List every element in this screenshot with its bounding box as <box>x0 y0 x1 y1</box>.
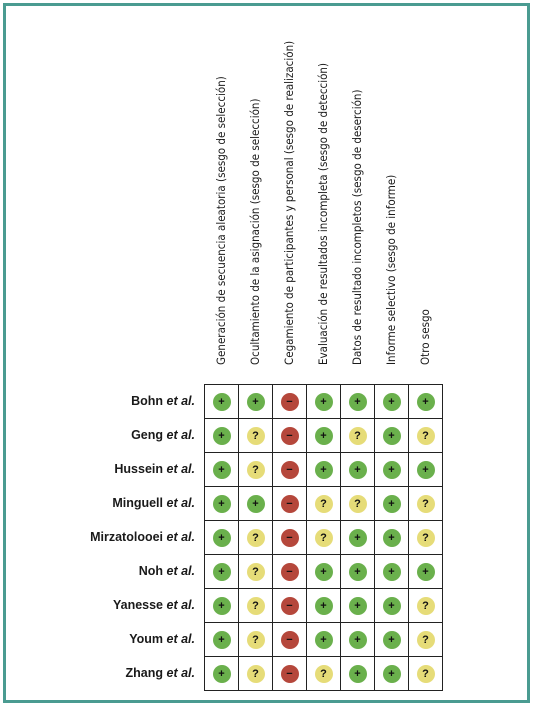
high-risk-icon: − <box>281 597 299 615</box>
unclear-risk-icon: ? <box>247 427 265 445</box>
high-risk-icon: − <box>281 427 299 445</box>
et-al: et al. <box>166 428 195 442</box>
low-risk-icon: + <box>383 529 401 547</box>
unclear-risk-icon: ? <box>349 495 367 513</box>
study-author: Zhang <box>125 666 164 680</box>
low-risk-icon: + <box>349 461 367 479</box>
low-risk-icon: + <box>213 393 231 411</box>
rating-cell <box>239 657 273 691</box>
rating-cell <box>409 555 443 589</box>
et-al: et al. <box>166 666 195 680</box>
study-author: Minguell <box>112 496 164 510</box>
high-risk-icon: − <box>281 529 299 547</box>
rating-cell <box>239 385 273 419</box>
rating-cell <box>341 419 375 453</box>
low-risk-icon: + <box>349 393 367 411</box>
column-header <box>408 49 442 379</box>
unclear-risk-icon: ? <box>315 665 333 683</box>
low-risk-icon: + <box>349 665 367 683</box>
et-al: et al. <box>166 394 195 408</box>
unclear-risk-icon: ? <box>247 631 265 649</box>
low-risk-icon: + <box>349 563 367 581</box>
low-risk-icon: + <box>213 427 231 445</box>
rating-cell <box>273 555 307 589</box>
study-label <box>139 554 195 588</box>
rating-cell <box>341 521 375 555</box>
low-risk-icon: + <box>315 597 333 615</box>
low-risk-icon: + <box>383 597 401 615</box>
rating-cell <box>273 623 307 657</box>
low-risk-icon: + <box>383 427 401 445</box>
rating-cell <box>307 555 341 589</box>
et-al: et al. <box>166 496 195 510</box>
risk-of-bias-grid <box>204 384 443 691</box>
study-label <box>131 418 195 452</box>
study-author: Yanesse <box>112 598 164 612</box>
column-header-label: Datos de resultado incompletos (sesgo de deserción) <box>350 89 364 365</box>
rating-cell <box>239 555 273 589</box>
low-risk-icon: + <box>213 461 231 479</box>
study-author: Mirzatolooei <box>90 530 164 544</box>
rating-cell <box>341 589 375 623</box>
study-label <box>129 622 195 656</box>
study-label <box>113 588 195 622</box>
rating-cell <box>307 657 341 691</box>
low-risk-icon: + <box>349 597 367 615</box>
rating-cell <box>307 521 341 555</box>
low-risk-icon: + <box>383 393 401 411</box>
high-risk-icon: − <box>281 495 299 513</box>
rating-cell <box>273 419 307 453</box>
rating-cell <box>273 589 307 623</box>
rating-cell <box>239 521 273 555</box>
low-risk-icon: + <box>213 495 231 513</box>
low-risk-icon: + <box>315 427 333 445</box>
low-risk-icon: + <box>315 631 333 649</box>
unclear-risk-icon: ? <box>247 597 265 615</box>
rating-cell <box>205 419 239 453</box>
rating-cell <box>273 521 307 555</box>
unclear-risk-icon: ? <box>247 461 265 479</box>
low-risk-icon: + <box>213 597 231 615</box>
column-header-label: Evaluación de resultados incompleta (sesgo de detección) <box>316 62 330 365</box>
rating-cell <box>307 487 341 521</box>
low-risk-icon: + <box>383 563 401 581</box>
rating-cell <box>341 385 375 419</box>
rating-cell <box>375 589 409 623</box>
low-risk-icon: + <box>213 631 231 649</box>
study-label <box>131 384 195 418</box>
rating-cell <box>409 453 443 487</box>
column-header-label: Informe selectivo (sesgo de informe) <box>384 174 398 365</box>
et-al: et al. <box>166 530 195 544</box>
rating-cell <box>409 385 443 419</box>
column-header-label: Otro sesgo <box>418 309 432 365</box>
high-risk-icon: − <box>281 631 299 649</box>
high-risk-icon: − <box>281 393 299 411</box>
unclear-risk-icon: ? <box>315 495 333 513</box>
study-author: Youm <box>129 632 164 646</box>
rating-cell <box>307 419 341 453</box>
study-label <box>114 452 195 486</box>
rating-cell <box>205 521 239 555</box>
rating-cell <box>307 589 341 623</box>
rating-cell <box>239 623 273 657</box>
rating-cell <box>375 555 409 589</box>
rating-cell <box>409 623 443 657</box>
rating-cell <box>409 419 443 453</box>
unclear-risk-icon: ? <box>417 495 435 513</box>
rating-cell <box>273 657 307 691</box>
low-risk-icon: + <box>383 631 401 649</box>
unclear-risk-icon: ? <box>417 597 435 615</box>
column-header <box>204 49 238 379</box>
unclear-risk-icon: ? <box>417 529 435 547</box>
rating-cell <box>205 657 239 691</box>
column-header <box>374 49 408 379</box>
rating-cell <box>205 385 239 419</box>
study-label <box>112 486 195 520</box>
column-header <box>340 49 374 379</box>
study-label <box>126 656 195 690</box>
rating-cell <box>409 657 443 691</box>
rating-cell <box>273 487 307 521</box>
rating-cell <box>375 521 409 555</box>
unclear-risk-icon: ? <box>417 665 435 683</box>
rating-cell <box>375 487 409 521</box>
column-header-label: Generación de secuencia aleatoria (sesgo de selección) <box>214 76 228 365</box>
rating-cell <box>341 555 375 589</box>
rating-cell <box>341 623 375 657</box>
low-risk-icon: + <box>315 393 333 411</box>
unclear-risk-icon: ? <box>417 427 435 445</box>
rating-cell <box>375 453 409 487</box>
rating-cell <box>205 487 239 521</box>
rating-cell <box>409 521 443 555</box>
rating-cell <box>239 589 273 623</box>
low-risk-icon: + <box>213 529 231 547</box>
column-header-label: Ocultamiento de la asignación (sesgo de selección) <box>248 98 262 365</box>
rating-cell <box>239 487 273 521</box>
rating-cell <box>341 657 375 691</box>
column-header <box>272 40 306 379</box>
low-risk-icon: + <box>383 461 401 479</box>
low-risk-icon: + <box>417 563 435 581</box>
et-al: et al. <box>166 598 195 612</box>
low-risk-icon: + <box>383 665 401 683</box>
rating-cell <box>239 419 273 453</box>
rating-cell <box>409 487 443 521</box>
et-al: et al. <box>166 564 195 578</box>
study-label <box>90 520 195 554</box>
low-risk-icon: + <box>213 665 231 683</box>
unclear-risk-icon: ? <box>247 563 265 581</box>
rating-cell <box>205 555 239 589</box>
rating-cell <box>375 623 409 657</box>
rating-cell <box>307 453 341 487</box>
rating-cell <box>341 453 375 487</box>
et-al: et al. <box>166 632 195 646</box>
study-author: Hussein <box>114 462 164 476</box>
high-risk-icon: − <box>281 665 299 683</box>
low-risk-icon: + <box>417 461 435 479</box>
rating-cell <box>205 453 239 487</box>
high-risk-icon: − <box>281 563 299 581</box>
low-risk-icon: + <box>315 461 333 479</box>
study-author: Noh <box>138 564 164 578</box>
low-risk-icon: + <box>247 393 265 411</box>
unclear-risk-icon: ? <box>315 529 333 547</box>
high-risk-icon: − <box>281 461 299 479</box>
unclear-risk-icon: ? <box>417 631 435 649</box>
rating-cell <box>375 657 409 691</box>
low-risk-icon: + <box>315 563 333 581</box>
rating-cell <box>409 589 443 623</box>
low-risk-icon: + <box>417 393 435 411</box>
unclear-risk-icon: ? <box>247 665 265 683</box>
rating-cell <box>341 487 375 521</box>
low-risk-icon: + <box>383 495 401 513</box>
column-header-label: Cegamiento de participantes y personal (sesgo de realización) <box>282 40 296 365</box>
unclear-risk-icon: ? <box>247 529 265 547</box>
rating-cell <box>273 385 307 419</box>
study-author: Geng <box>131 428 164 442</box>
rating-cell <box>205 589 239 623</box>
low-risk-icon: + <box>349 529 367 547</box>
rating-cell <box>375 419 409 453</box>
et-al: et al. <box>166 462 195 476</box>
low-risk-icon: + <box>349 631 367 649</box>
rating-cell <box>375 385 409 419</box>
low-risk-icon: + <box>247 495 265 513</box>
column-header <box>238 49 272 379</box>
column-header <box>306 49 340 379</box>
study-author: Bohn <box>131 394 164 408</box>
rating-cell <box>273 453 307 487</box>
rating-cell <box>307 385 341 419</box>
rating-cell <box>307 623 341 657</box>
unclear-risk-icon: ? <box>349 427 367 445</box>
rating-cell <box>205 623 239 657</box>
low-risk-icon: + <box>213 563 231 581</box>
rating-cell <box>239 453 273 487</box>
